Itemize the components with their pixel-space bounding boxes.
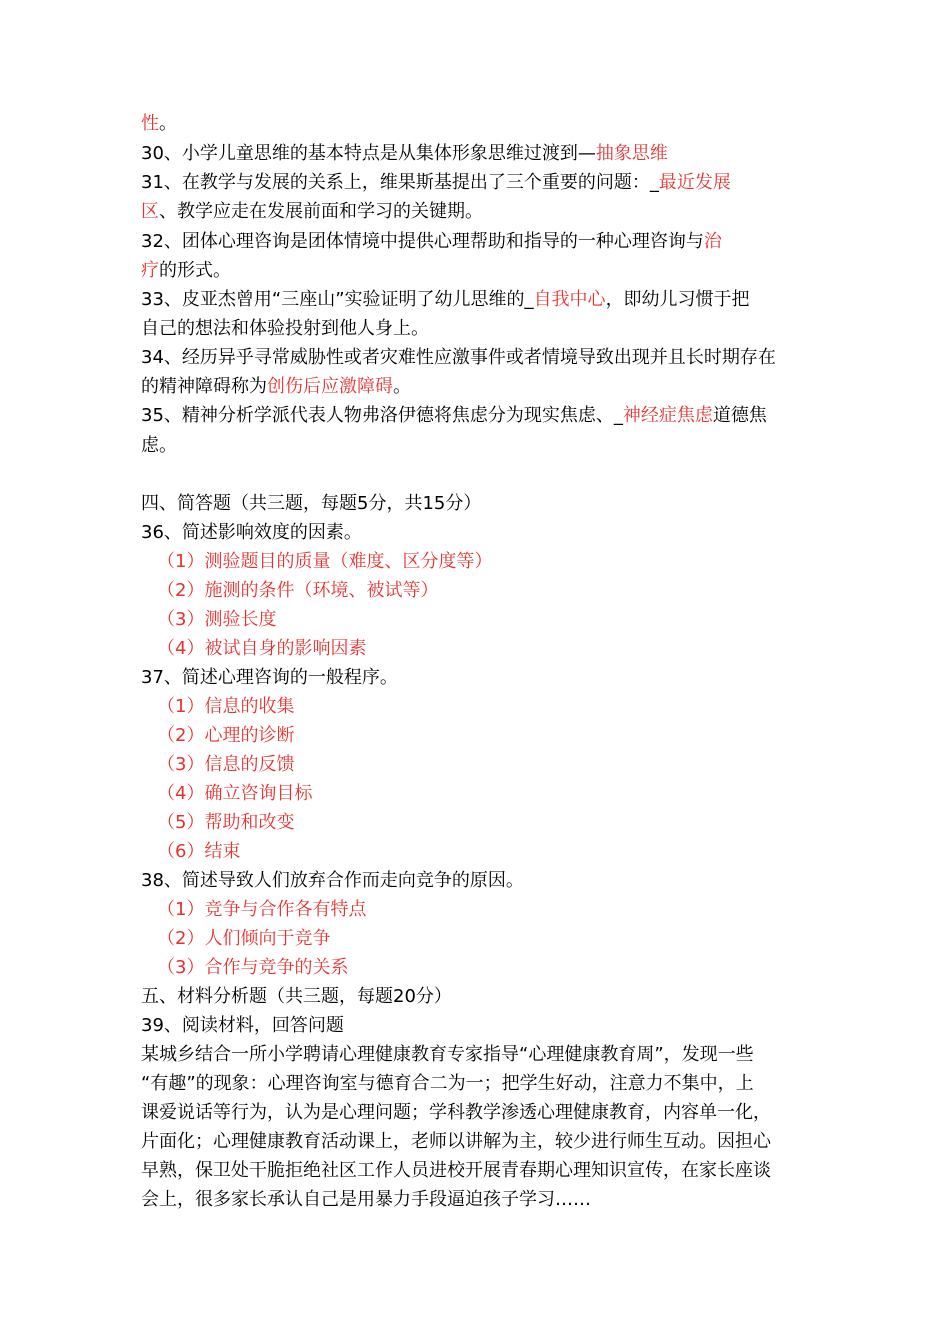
text-line xyxy=(141,985,452,1009)
answer-text: （1）信息的收集 xyxy=(157,696,295,717)
question-text: 35、精神分析学派代表人物弗洛伊德将焦虑分为现实焦虑、_ xyxy=(141,405,623,426)
answer-text: （3）测验长度 xyxy=(157,609,277,630)
text-line xyxy=(157,840,240,864)
answer-text: （2）施测的条件（环境、被试等） xyxy=(157,580,439,601)
answer-text: （1）测验题目的质量（难度、区分度等） xyxy=(157,551,493,572)
question-text: 会上，很多家长承认自己是用暴力手段逼迫孩子学习…… xyxy=(141,1189,591,1210)
text-line xyxy=(141,112,177,136)
answer-text: 神经症焦虑 xyxy=(622,405,713,426)
text-line xyxy=(157,608,276,632)
question-text: 32、团体心理咨询是团体情境中提供心理帮助和指导的一种心理咨询与 xyxy=(141,231,704,252)
question-text: 38、简述导致人们放弃合作而走向竞争的原因。 xyxy=(141,870,524,891)
answer-text: 疗 xyxy=(141,260,159,281)
text-line xyxy=(141,1159,771,1183)
text-line xyxy=(141,666,398,690)
answer-text: （6）结束 xyxy=(157,841,241,862)
answer-text: 性 xyxy=(141,113,159,134)
answer-text: （3）合作与竞争的关系 xyxy=(157,957,349,978)
text-line xyxy=(141,230,722,254)
text-line xyxy=(141,142,668,166)
text-line xyxy=(141,869,524,893)
question-text: 34、经历异乎寻常威胁性或者灾难性应激事件或者情境导致出现并且长时期存在 xyxy=(141,347,776,368)
text-line xyxy=(157,782,312,806)
question-text: 五、材料分析题（共三题，每题20分） xyxy=(141,986,452,1007)
question-text: 道德焦 xyxy=(712,405,767,426)
text-line xyxy=(141,404,767,428)
question-text: 。 xyxy=(393,376,411,397)
answer-text: 区 xyxy=(141,201,159,222)
question-text: 36、简述影响效度的因素。 xyxy=(141,522,362,543)
question-text: 自己的想法和体验投射到他人身上。 xyxy=(141,318,429,339)
text-line xyxy=(157,956,348,980)
text-line xyxy=(157,579,438,603)
text-line xyxy=(141,346,776,370)
text-line xyxy=(141,1014,344,1038)
text-line xyxy=(141,1101,771,1125)
question-text: 课爱说话等行为，认为是心理问题；学科教学渗透心理健康教育，内容单一化， xyxy=(141,1102,771,1123)
question-text: 39、阅读材料，回答问题 xyxy=(141,1015,344,1036)
text-line xyxy=(141,171,731,195)
text-line xyxy=(157,637,366,661)
question-text: 早熟，保卫处干脆拒绝社区工作人员进校开展青春期心理知识宣传，在家长座谈 xyxy=(141,1160,771,1181)
text-line xyxy=(157,898,366,922)
question-text: 片面化；心理健康教育活动课上，老师以讲解为主，较少进行师生互动。因担心 xyxy=(141,1131,771,1152)
question-text: 37、简述心理咨询的一般程序。 xyxy=(141,667,398,688)
text-line xyxy=(141,1043,754,1067)
answer-text: 抽象思维 xyxy=(595,143,668,164)
answer-text: （1）竞争与合作各有特点 xyxy=(157,899,367,920)
answer-text: 最近发展 xyxy=(658,172,731,193)
question-text: 30、小学儿童思维的基本特点是从集体形象思维过渡到— xyxy=(141,143,596,164)
text-line xyxy=(157,811,294,835)
text-line xyxy=(141,434,177,458)
answer-text: 治 xyxy=(703,231,722,252)
answer-text: 自我中心 xyxy=(533,289,606,310)
text-line xyxy=(157,695,294,719)
question-text: ，即幼儿习惯于把 xyxy=(605,289,750,310)
answer-text: （4）被试自身的影响因素 xyxy=(157,638,367,659)
text-line xyxy=(157,753,294,777)
text-line xyxy=(157,550,492,574)
text-line xyxy=(141,200,483,224)
question-text: “有趣”的现象：心理咨询室与德育合二为一；把学生好动，注意力不集中，上 xyxy=(141,1073,754,1094)
text-line xyxy=(157,927,330,951)
text-line xyxy=(141,288,750,312)
question-text: 31、在教学与发展的关系上，维果斯基提出了三个重要的问题：_ xyxy=(141,172,659,193)
answer-text: （3）信息的反馈 xyxy=(157,754,295,775)
text-line xyxy=(157,724,294,748)
question-text: 33、皮亚杰曾用“三座山”实验证明了幼儿思维的_ xyxy=(141,289,534,310)
text-line xyxy=(141,521,362,545)
question-text: 。 xyxy=(159,113,177,134)
answer-text: （5）帮助和改变 xyxy=(157,812,295,833)
text-line xyxy=(141,375,411,399)
question-text: 的形式。 xyxy=(159,260,231,281)
answer-text: （4）确立咨询目标 xyxy=(157,783,313,804)
text-line xyxy=(141,259,231,283)
question-text: 某城乡结合一所小学聘请心理健康教育专家指导“心理健康教育周”，发现一些 xyxy=(141,1044,754,1065)
text-line xyxy=(141,1188,591,1212)
answer-text: （2）人们倾向于竞争 xyxy=(157,928,331,949)
text-line xyxy=(141,1072,754,1096)
text-line xyxy=(141,492,481,516)
question-text: 的精神障碍称为 xyxy=(141,376,267,397)
answer-text: 创伤后应激障碍 xyxy=(267,376,393,397)
question-text: 虑。 xyxy=(141,435,177,456)
question-text: 四、简答题（共三题，每题5分，共15分） xyxy=(141,493,482,514)
answer-text: （2）心理的诊断 xyxy=(157,725,295,746)
question-text: 、教学应走在发展前面和学习的关键期。 xyxy=(159,201,483,222)
text-line xyxy=(141,317,429,341)
text-line xyxy=(141,1130,771,1154)
